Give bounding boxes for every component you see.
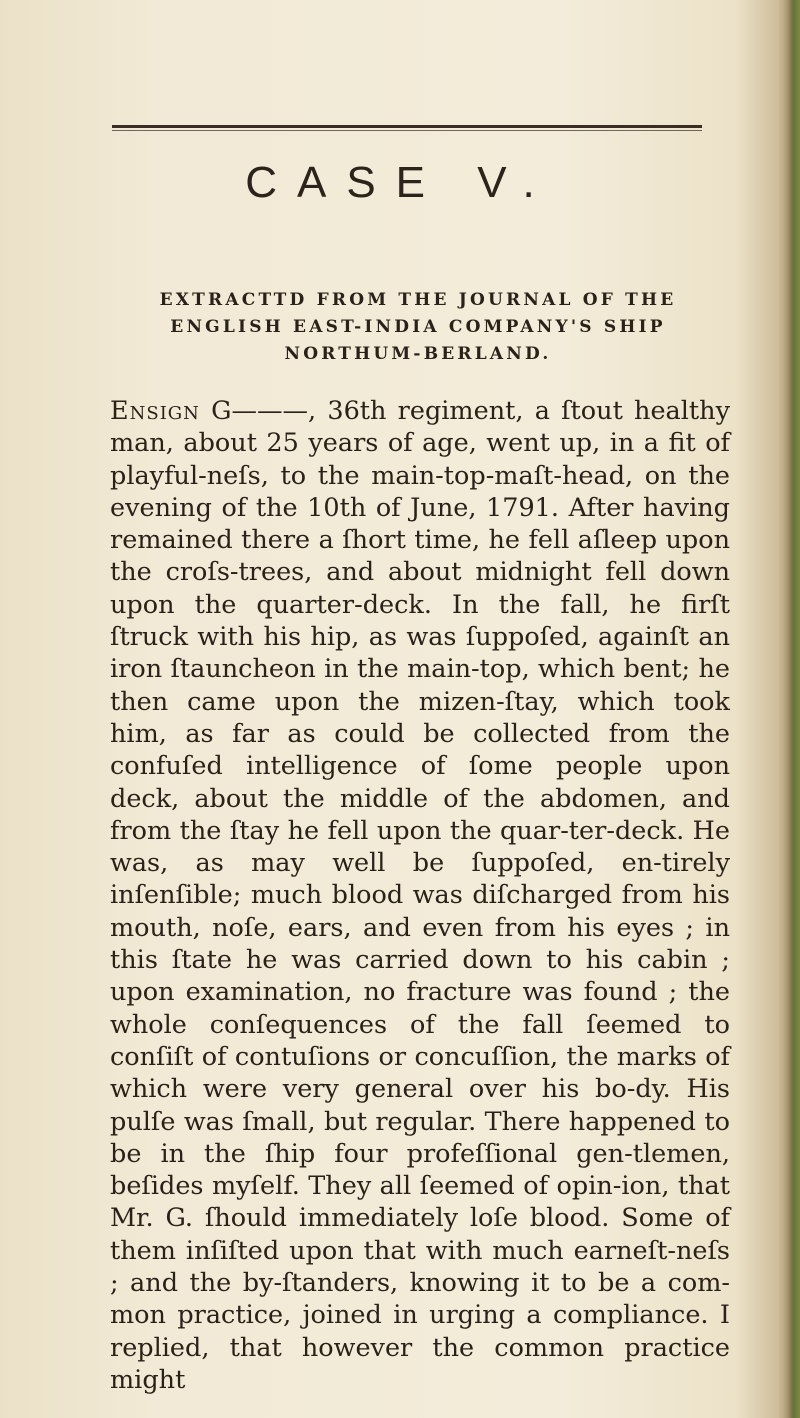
body-text: G———, 36th regiment, a ſtout healthy man, about 25 years of age, went up, in a fit of playful-neſs, to the main-top-maſt-head, on the evening of the 10th of June, 1791. After having remained there a ſhort time, he fell aſleep upon the croſs-trees, and about midnight fell down upon the quarter-deck. In the fall, he firſt ſtruck with his hip, as was ſuppoſed, againſt an iron ſtauncheon in the main-top, which bent; he then came upon the mizen-ſtay, which took him, as far as could be collected from the confuſed intelligence of ſome people upon deck, about the middle of the abdomen, and from the ſtay he fell upon the quar-ter-deck. He was, as may well be ſuppoſed, en-tirely inſenſible; much blood was diſcharged from his mouth, noſe, ears, and even from his eyes ; in this ſtate he was carried down to his cabin ; upon examination, no fracture was found ; the whole conſequences of the fall ſeemed to conſiſt of contuſions or concuſſion, the marks of which were very general over his bo-dy. His pulſe was ſmall, but regular. There happened to be in the ſhip four profeſſional gen-tlemen, beſides myſelf. They all ſeemed of opin-ion, that Mr. G. ſhould immediately loſe blood. Some of them inſiſted upon that with much earneſt-neſs ; and the by-ſtanders, knowing it to be a com-mon practice, joined in urging a compliance. I replied, that however the common practice might [110, 396, 730, 1395]
header-rule-thin [112, 130, 702, 131]
body-paragraph [110, 395, 730, 1396]
section-heading: EXTRACTTD FROM THE JOURNAL OF THE ENGLISH EAST-INDIA COMPANY'S SHIP NORTHUM-BERLAND. [159, 290, 677, 364]
page-edge [778, 0, 800, 1418]
ensign-word: Ensign [110, 396, 200, 426]
header-rule [112, 125, 702, 128]
case-title: CASE V. [245, 158, 555, 207]
